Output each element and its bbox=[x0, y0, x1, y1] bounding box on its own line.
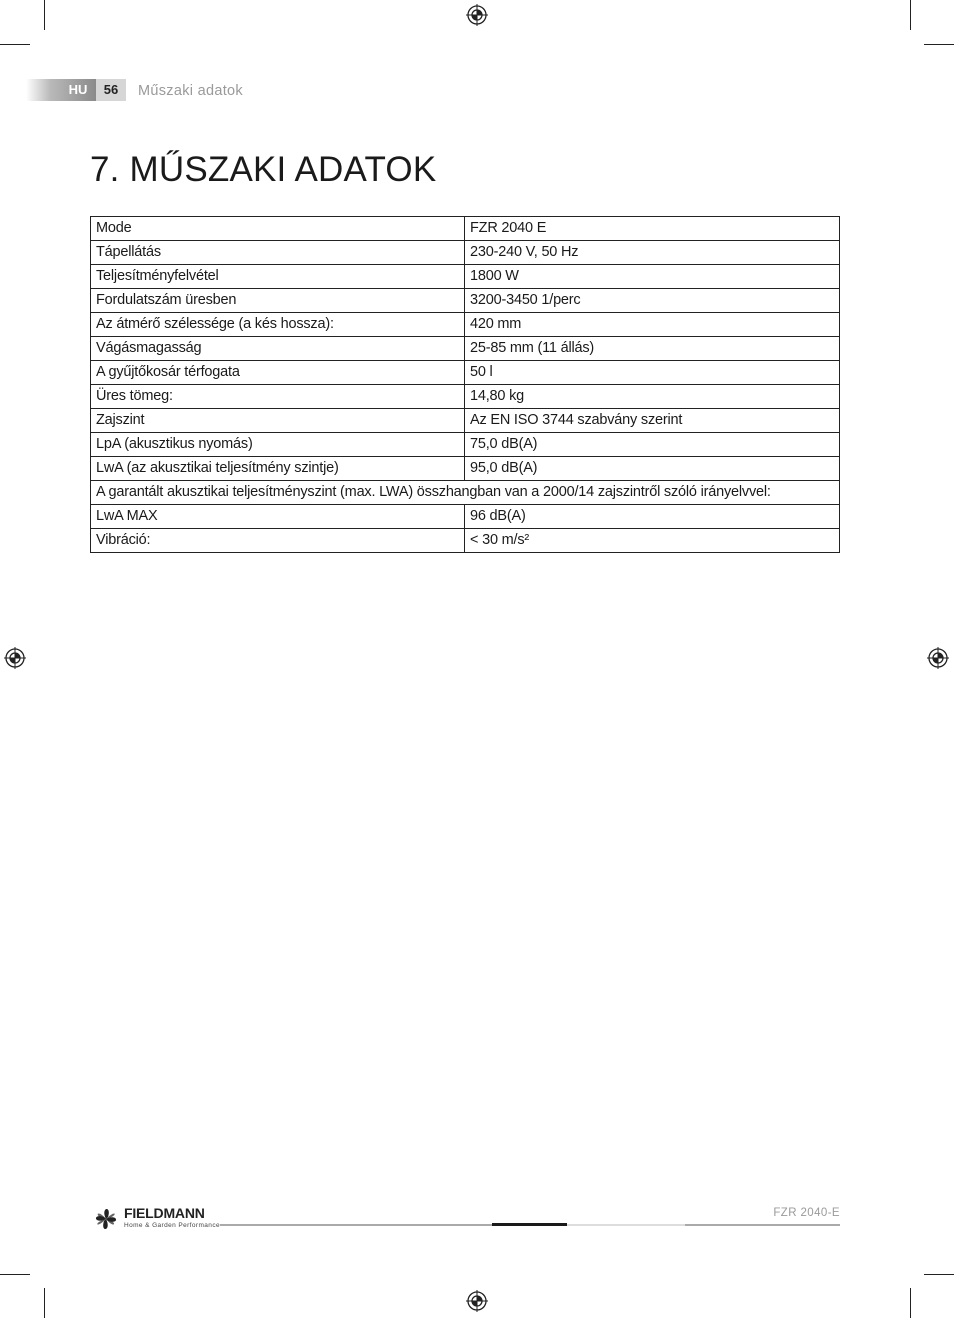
spec-value: 230-240 V, 50 Hz bbox=[465, 241, 840, 265]
spec-label: Vágásmagasság bbox=[91, 337, 465, 361]
footer-line bbox=[685, 1224, 840, 1226]
spec-label: Mode bbox=[91, 217, 465, 241]
table-row bbox=[91, 217, 840, 241]
registration-mark-icon bbox=[927, 647, 949, 669]
crop-mark bbox=[910, 0, 911, 30]
spec-value: 25-85 mm (11 állás) bbox=[465, 337, 840, 361]
spec-label: Fordulatszám üresben bbox=[91, 289, 465, 313]
spec-table bbox=[90, 216, 840, 553]
spec-value: Az EN ISO 3744 szabvány szerint bbox=[465, 409, 840, 433]
spec-value: 50 l bbox=[465, 361, 840, 385]
page-number: 56 bbox=[96, 79, 126, 101]
spec-label: A gyűjtőkosár térfogata bbox=[91, 361, 465, 385]
table-row bbox=[91, 505, 840, 529]
spec-value: 420 mm bbox=[465, 313, 840, 337]
fieldmann-logo-icon bbox=[90, 1203, 122, 1235]
table-row bbox=[91, 385, 840, 409]
spec-value: 1800 W bbox=[465, 265, 840, 289]
model-number: FZR 2040-E bbox=[773, 1207, 840, 1219]
spec-label: Vibráció: bbox=[91, 529, 465, 553]
spec-label: Zajszint bbox=[91, 409, 465, 433]
crop-mark bbox=[924, 1274, 954, 1275]
footer-line bbox=[567, 1224, 685, 1226]
registration-mark-icon bbox=[466, 1290, 488, 1312]
spec-value: < 30 m/s² bbox=[465, 529, 840, 553]
spec-value: 96 dB(A) bbox=[465, 505, 840, 529]
footer-line bbox=[220, 1224, 492, 1226]
spec-label: A garantált akusztikai teljesítményszint (max. LWA) összhangban van a 2000/14 zajszintről szóló irányelvvel: bbox=[91, 481, 840, 505]
table-row bbox=[91, 409, 840, 433]
table-row bbox=[91, 529, 840, 553]
spec-value: 3200-3450 1/perc bbox=[465, 289, 840, 313]
crop-mark bbox=[0, 44, 30, 45]
brand-logo bbox=[90, 1203, 220, 1235]
table-row bbox=[91, 241, 840, 265]
table-row bbox=[91, 265, 840, 289]
brand-tagline: Home & Garden Performance bbox=[124, 1222, 220, 1229]
spec-value: FZR 2040 E bbox=[465, 217, 840, 241]
spec-value: 95,0 dB(A) bbox=[465, 457, 840, 481]
spec-label: Az átmérő szélessége (a kés hossza): bbox=[91, 313, 465, 337]
spec-label: Teljesítményfelvétel bbox=[91, 265, 465, 289]
language-code: HU bbox=[68, 82, 88, 97]
spec-value: 75,0 dB(A) bbox=[465, 433, 840, 457]
brand-name: FIELDMANN bbox=[124, 1205, 205, 1221]
crop-mark bbox=[44, 0, 45, 30]
spec-label: Tápellátás bbox=[91, 241, 465, 265]
table-row bbox=[91, 433, 840, 457]
crop-mark bbox=[44, 1288, 45, 1318]
page-title: 7. MŰSZAKI ADATOK bbox=[90, 150, 437, 189]
spec-label: LwA MAX bbox=[91, 505, 465, 529]
footer-line-accent bbox=[492, 1223, 567, 1226]
table-row bbox=[91, 337, 840, 361]
crop-mark bbox=[924, 44, 954, 45]
spec-label: Üres tömeg: bbox=[91, 385, 465, 409]
section-title: Műszaki adatok bbox=[138, 83, 243, 99]
registration-mark-icon bbox=[4, 647, 26, 669]
table-row bbox=[91, 289, 840, 313]
spec-label: LwA (az akusztikai teljesítmény szintje) bbox=[91, 457, 465, 481]
table-row bbox=[91, 361, 840, 385]
crop-mark bbox=[0, 1274, 30, 1275]
table-row bbox=[91, 313, 840, 337]
spec-value: 14,80 kg bbox=[465, 385, 840, 409]
spec-label: LpA (akusztikus nyomás) bbox=[91, 433, 465, 457]
registration-mark-icon bbox=[466, 4, 488, 26]
crop-mark bbox=[910, 1288, 911, 1318]
table-row bbox=[91, 481, 840, 505]
table-row bbox=[91, 457, 840, 481]
